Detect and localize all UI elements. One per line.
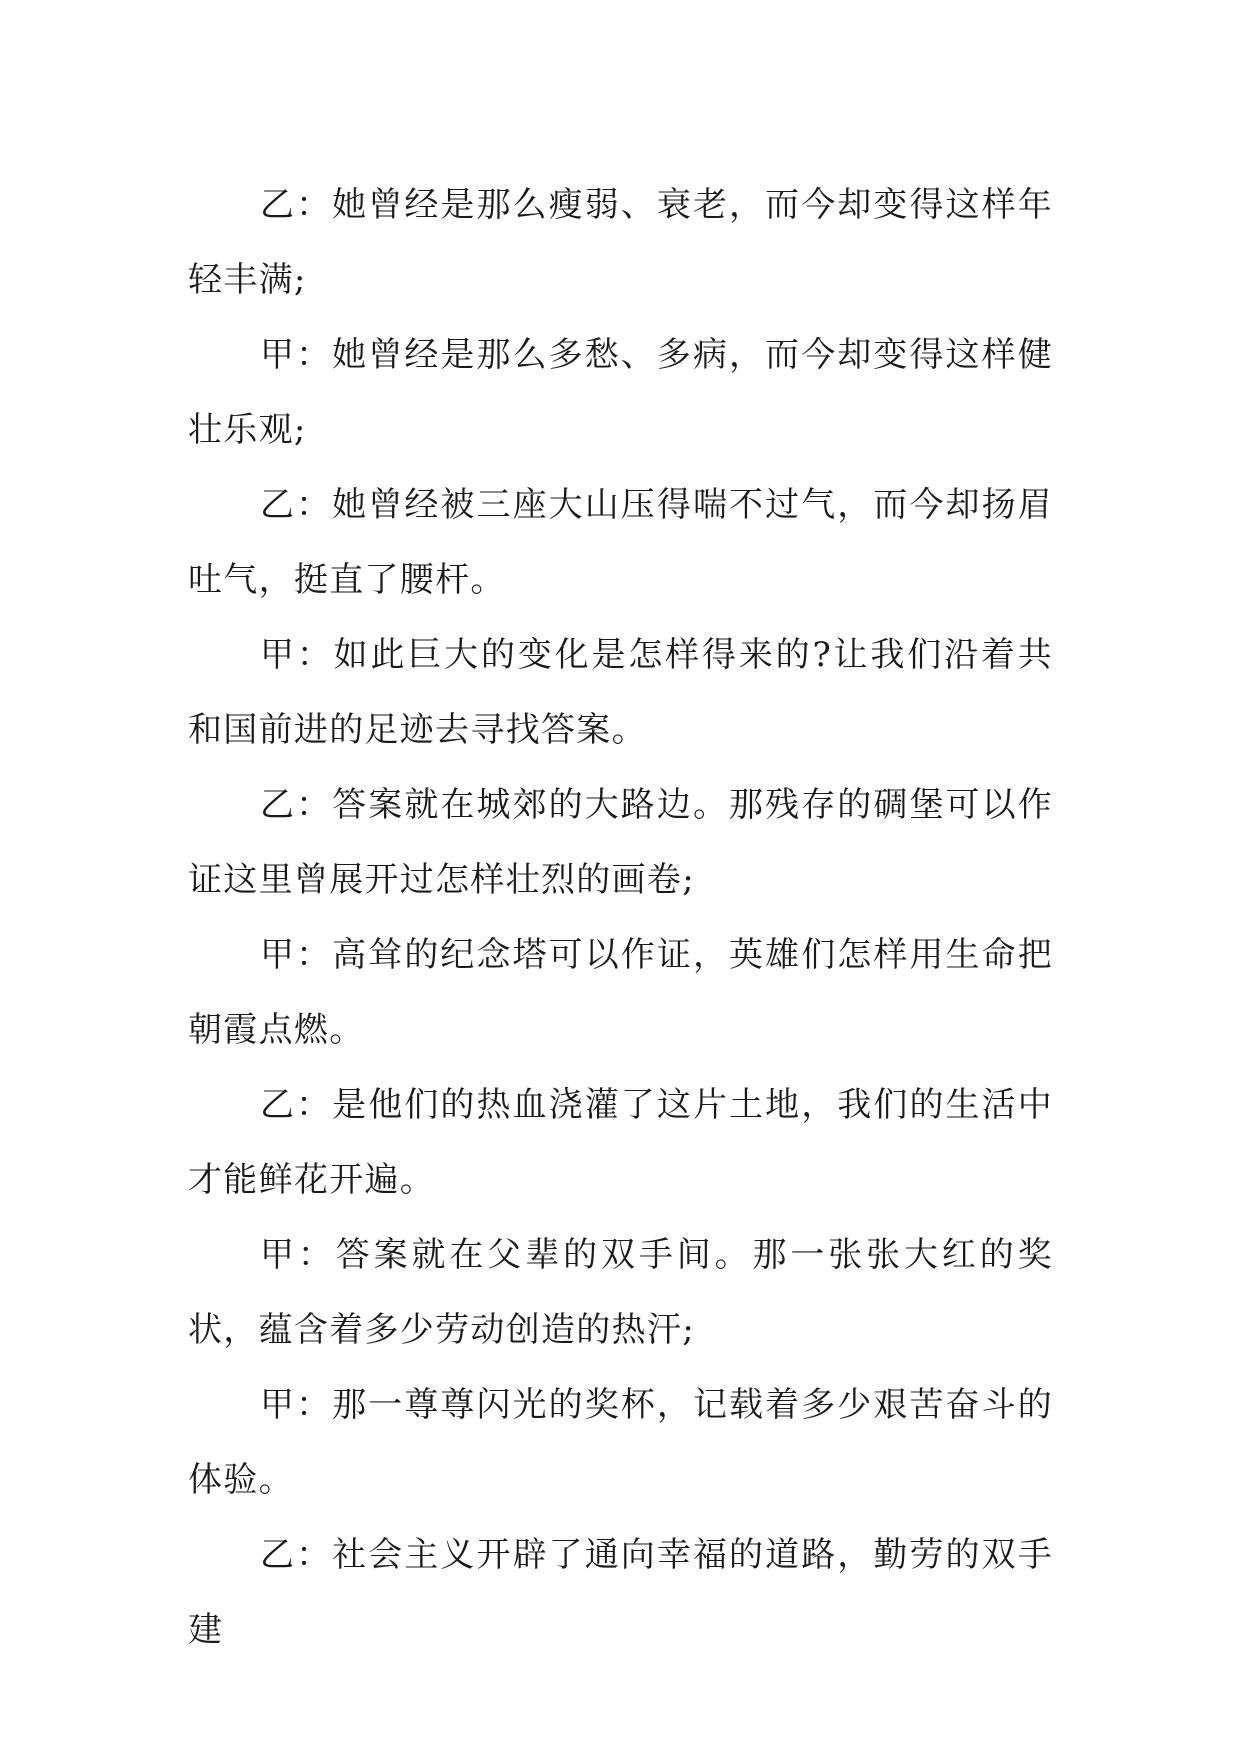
paragraph-2: 甲：她曾经是那么多愁、多病，而今却变得这样健壮乐观; xyxy=(188,335,1053,450)
paragraph-9: 甲：那一尊尊闪光的奖杯，记载着多少艰苦奋斗的体验。 xyxy=(188,1385,1053,1500)
paragraph-1: 乙：她曾经是那么瘦弱、衰老，而今却变得这样年轻丰满; xyxy=(188,185,1053,300)
paragraph-8: 甲：答案就在父辈的双手间。那一张张大红的奖状，蕴含着多少劳动创造的热汗; xyxy=(188,1235,1053,1350)
document-body xyxy=(188,168,1053,1668)
paragraph-6: 甲：高耸的纪念塔可以作证，英雄们怎样用生命把朝霞点燃。 xyxy=(188,935,1053,1050)
paragraph-7: 乙：是他们的热血浇灌了这片土地，我们的生活中才能鲜花开遍。 xyxy=(188,1085,1053,1200)
paragraph-10: 乙：社会主义开辟了通向幸福的道路，勤劳的双手建 xyxy=(188,1535,1053,1650)
paragraph-3: 乙：她曾经被三座大山压得喘不过气，而今却扬眉吐气，挺直了腰杆。 xyxy=(188,485,1053,600)
paragraph-5: 乙：答案就在城郊的大路边。那残存的碉堡可以作证这里曾展开过怎样壮烈的画卷; xyxy=(188,785,1053,900)
paragraph-4: 甲：如此巨大的变化是怎样得来的?让我们沿着共和国前进的足迹去寻找答案。 xyxy=(188,635,1053,750)
